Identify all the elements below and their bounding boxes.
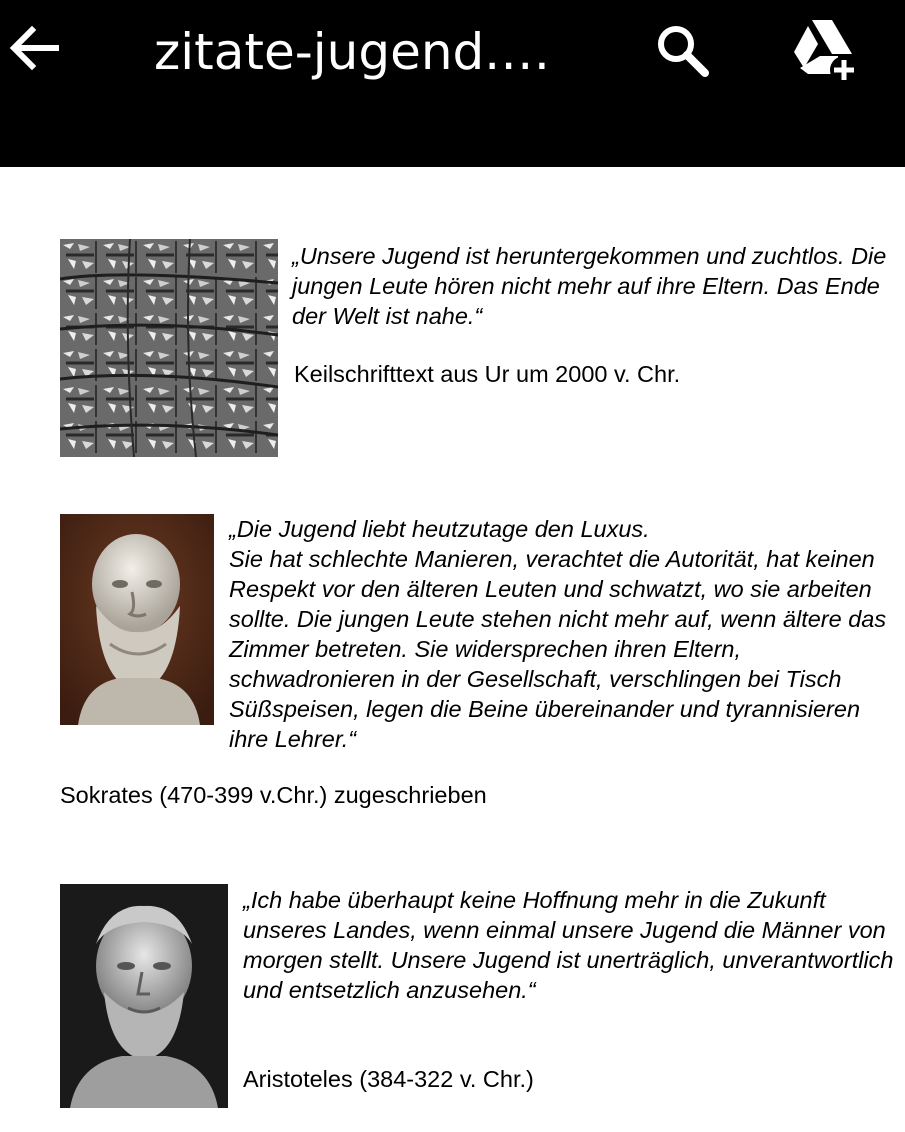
cuneiform-tablet-image [60,239,278,457]
aristotle-bust-image [60,884,228,1108]
search-button[interactable] [650,18,714,82]
quote-first-line: „Die Jugend liebt heutzutage den Luxus. [229,516,650,542]
app-toolbar [0,0,905,167]
quote-text: „Unsere Jugend ist heruntergekommen und zuchtlos. Die jungen Leute hören nicht mehr auf ihre Eltern. Das Ende der Welt ist nahe.“ [292,243,887,329]
quote-rest: Sie hat schlechte Manieren, verachtet die Autorität, hat keinen Respekt vor den älteren Leuten und schwatzt, wo sie arbeiten sollte. Die jungen Leute stehen nicht mehr auf, wenn ältere das Zimmer betreten. Sie widersprechen ihren Eltern, schwadronieren in der Gesellschaft, verschlingen bei Tisch Süßspeisen, legen die Beine übereinander und tyrannisieren ihre Lehrer.“ [229,546,887,752]
drive-add-icon [790,16,860,86]
document-page [0,167,905,1132]
quote-text: „Ich habe überhaupt keine Hoffnung mehr in die Zukunft unseres Landes, wenn einmal unsere Jugend die Männer von morgen stellt. Unsere Jugend ist unerträglich, unverantwortlich und entsetzlich anzusehen.“ [243,887,894,1003]
arrow-back-icon [8,22,60,74]
back-button[interactable] [6,20,62,76]
quote-attribution: Sokrates (470-399 v.Chr.) zugeschrieben [60,782,487,808]
search-icon [652,20,712,80]
quote-attribution: Keilschrifttext aus Ur um 2000 v. Chr. [294,361,681,387]
document-title: zitate-jugend.… [154,23,551,81]
quote-attribution: Aristoteles (384-322 v. Chr.) [243,1066,534,1092]
quote-block-socrates [60,514,900,754]
add-to-drive-button[interactable] [788,14,862,88]
